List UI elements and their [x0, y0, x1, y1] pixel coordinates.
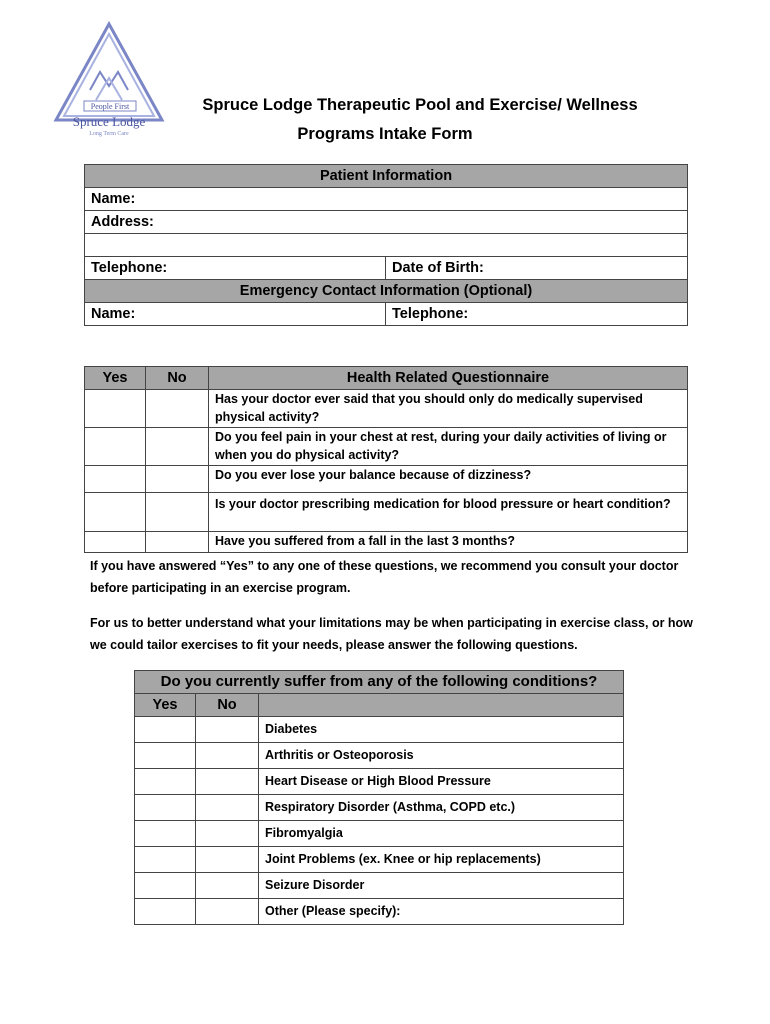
yes-checkbox-cell[interactable] — [85, 428, 146, 466]
yes-checkbox-cell[interactable] — [135, 899, 196, 925]
yes-checkbox-cell[interactable] — [135, 743, 196, 769]
table-row — [85, 390, 688, 428]
table-row — [135, 743, 624, 769]
table-row — [85, 466, 688, 493]
condition-label: Respiratory Disorder (Asthma, COPD etc.) — [259, 795, 624, 821]
no-column-header: No — [196, 694, 259, 717]
svg-text:Spruce Lodge: Spruce Lodge — [72, 114, 146, 129]
consult-doctor-note: If you have answered “Yes” to any one of these questions, we recommend you consult your doctor before participating in an exercise program. — [90, 559, 679, 595]
table-row — [135, 795, 624, 821]
health-questionnaire-table — [84, 366, 688, 553]
no-checkbox-cell[interactable] — [196, 873, 259, 899]
no-checkbox-cell[interactable] — [146, 428, 209, 466]
question-text: Is your doctor prescribing medication for blood pressure or heart condition? — [209, 493, 688, 532]
no-checkbox-cell[interactable] — [146, 532, 209, 553]
yes-checkbox-cell[interactable] — [135, 717, 196, 743]
yes-checkbox-cell[interactable] — [135, 795, 196, 821]
condition-label: Other (Please specify): — [259, 899, 624, 925]
table-row — [85, 428, 688, 466]
no-checkbox-cell[interactable] — [196, 847, 259, 873]
spruce-lodge-logo — [50, 20, 168, 142]
yes-checkbox-cell[interactable] — [135, 847, 196, 873]
yes-checkbox-cell[interactable] — [135, 821, 196, 847]
yes-checkbox-cell[interactable] — [135, 873, 196, 899]
yes-checkbox-cell[interactable] — [135, 769, 196, 795]
condition-label: Fibromyalgia — [259, 821, 624, 847]
emergency-telephone-field[interactable]: Telephone: — [386, 303, 688, 326]
condition-label: Arthritis or Osteoporosis — [259, 743, 624, 769]
no-checkbox-cell[interactable] — [146, 390, 209, 428]
question-text: Have you suffered from a fall in the last 3 months? — [209, 532, 688, 553]
no-checkbox-cell[interactable] — [146, 493, 209, 532]
condition-label: Diabetes — [259, 717, 624, 743]
conditions-table — [134, 670, 624, 925]
condition-column-header — [259, 694, 624, 717]
form-title: Spruce Lodge Therapeutic Pool and Exercise/ Wellness — [202, 96, 638, 114]
patient-dob-field[interactable]: Date of Birth: — [386, 257, 688, 280]
svg-text:People First: People First — [90, 102, 130, 111]
table-row — [85, 493, 688, 532]
table-row — [135, 847, 624, 873]
questionnaire-header: Health Related Questionnaire — [209, 367, 688, 390]
patient-name-field[interactable]: Name: — [85, 188, 688, 211]
no-checkbox-cell[interactable] — [196, 795, 259, 821]
conditions-header: Do you currently suffer from any of the following conditions? — [135, 671, 624, 694]
no-checkbox-cell[interactable] — [146, 466, 209, 493]
yes-checkbox-cell[interactable] — [85, 390, 146, 428]
yes-checkbox-cell[interactable] — [85, 532, 146, 553]
table-row — [135, 899, 624, 925]
limitations-note: For us to better understand what your limitations may be when participating in exercise class, or how we could tailor exercises to fit your needs, please answer the following questions. — [90, 616, 693, 652]
table-row — [135, 769, 624, 795]
patient-address-field[interactable]: Address: — [85, 211, 688, 234]
table-row — [135, 821, 624, 847]
no-checkbox-cell[interactable] — [196, 899, 259, 925]
yes-column-header: Yes — [85, 367, 146, 390]
form-title-line2: Programs Intake Form — [297, 125, 473, 143]
no-column-header: No — [146, 367, 209, 390]
table-row — [135, 717, 624, 743]
emergency-contact-header: Emergency Contact Information (Optional) — [85, 280, 688, 303]
question-text: Has your doctor ever said that you should only do medically supervised physical activity? — [209, 390, 688, 428]
condition-label: Heart Disease or High Blood Pressure — [259, 769, 624, 795]
yes-checkbox-cell[interactable] — [85, 493, 146, 532]
patient-info-header: Patient Information — [85, 165, 688, 188]
question-text: Do you feel pain in your chest at rest, during your daily activities of living or when you do physical activity? — [209, 428, 688, 466]
question-text: Do you ever lose your balance because of dizziness? — [209, 466, 688, 493]
yes-checkbox-cell[interactable] — [85, 466, 146, 493]
patient-telephone-field[interactable]: Telephone: — [85, 257, 386, 280]
no-checkbox-cell[interactable] — [196, 769, 259, 795]
svg-text:Long Term Care: Long Term Care — [89, 131, 129, 137]
table-row — [135, 873, 624, 899]
table-row — [85, 532, 688, 553]
condition-label: Seizure Disorder — [259, 873, 624, 899]
no-checkbox-cell[interactable] — [196, 821, 259, 847]
no-checkbox-cell[interactable] — [196, 743, 259, 769]
patient-address-line2-field[interactable] — [85, 234, 688, 257]
patient-info-table — [84, 164, 688, 326]
no-checkbox-cell[interactable] — [196, 717, 259, 743]
emergency-name-field[interactable]: Name: — [85, 303, 386, 326]
condition-label: Joint Problems (ex. Knee or hip replacements) — [259, 847, 624, 873]
yes-column-header: Yes — [135, 694, 196, 717]
